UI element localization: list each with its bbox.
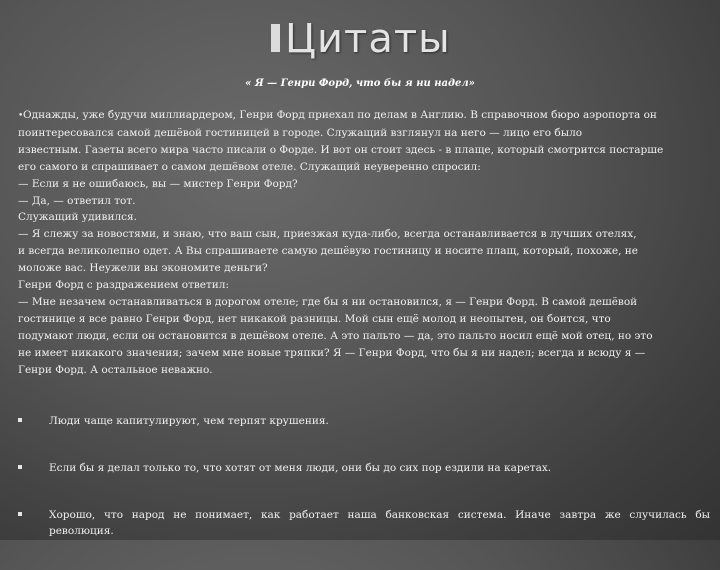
- story-line: — Я слежу за новостями, и знаю, что ваш сын, приезжая куда-либо, всегда останавливается в лучших отелях,: [18, 228, 637, 241]
- quote-subtitle: « Я — Генри Форд, что бы я ни надел»: [245, 78, 475, 89]
- quotes-list: [18, 413, 710, 570]
- story-line: Генри Форд. А остальное неважно.: [18, 363, 213, 376]
- story-line: — Если я не ошибаюсь, вы — мистер Генри Форд?: [18, 177, 298, 190]
- square-bullet-icon: [18, 465, 22, 469]
- story-line: моложе вас. Неужели вы экономите деньги?: [18, 262, 268, 275]
- story-line: не имеет никакого значения; зачем мне новые тряпки? Я — Генри Форд, что бы я ни надел; всегда и всюду я —: [18, 346, 646, 359]
- square-bullet-icon: [18, 512, 22, 516]
- story-line: Служащий удивился.: [18, 211, 137, 224]
- story-line: •Однажды, уже будучи миллиардером, Генри Форд приехал по делам в Англию. В справочном бюро аэропорта он: [18, 107, 694, 125]
- story-line: поинтересовался самой дешёвой гостиницей в городе. Служащий взглянул на него — лицо его было: [18, 126, 583, 139]
- story-line: Генри Форд с раздражением ответил:: [18, 279, 230, 292]
- list-item: [18, 460, 710, 476]
- bullet-icon: •: [18, 111, 24, 121]
- quote-text: Если бы я делал только то, что хотят от меня люди, они бы до сих пор ездили на каретах.: [49, 462, 552, 474]
- story-line: гостинице я все равно Генри Форд, нет никакой разницы. Мой сын ещё молод и неопытен, он боится, что: [18, 312, 611, 325]
- story-line: известным. Газеты всего мира часто писали о Форде. И вот он стоит здесь - в плаще, который смотрится постарше: [18, 143, 664, 156]
- story-line: и всегда великолепно одет. А Вы спрашиваете самую дешёвую гостиницу и носите плащ, который, похоже, не: [18, 245, 638, 258]
- story-line: его самого и спрашивает о самом дешёвом отеле. Служащий неуверенно спросил:: [18, 160, 481, 173]
- quote-text: Люди чаще капитулируют, чем терпят крушения.: [49, 415, 329, 427]
- story-text-block: [18, 107, 694, 379]
- story-line: — Да, — ответил тот.: [18, 194, 136, 207]
- square-bullet-icon: [18, 418, 22, 422]
- list-item: [18, 413, 710, 429]
- slide-title: Цитаты: [285, 16, 451, 62]
- list-item: [18, 507, 710, 539]
- story-line: подумают люди, если он остановится в дешёвом отеле. А это пальто — да, это пальто носил ещё мой отец, но это: [18, 329, 653, 342]
- quote-text: Хорошо, что народ не понимает, как работает наша банковская система. Иначе завтра же случилась бы революция.: [49, 509, 710, 537]
- title-accent-bar: [271, 24, 280, 52]
- story-line: — Мне незачем останавливаться в дорогом отеле; где бы я ни остановился, я — Генри Форд. В самой дешёвой: [18, 295, 638, 308]
